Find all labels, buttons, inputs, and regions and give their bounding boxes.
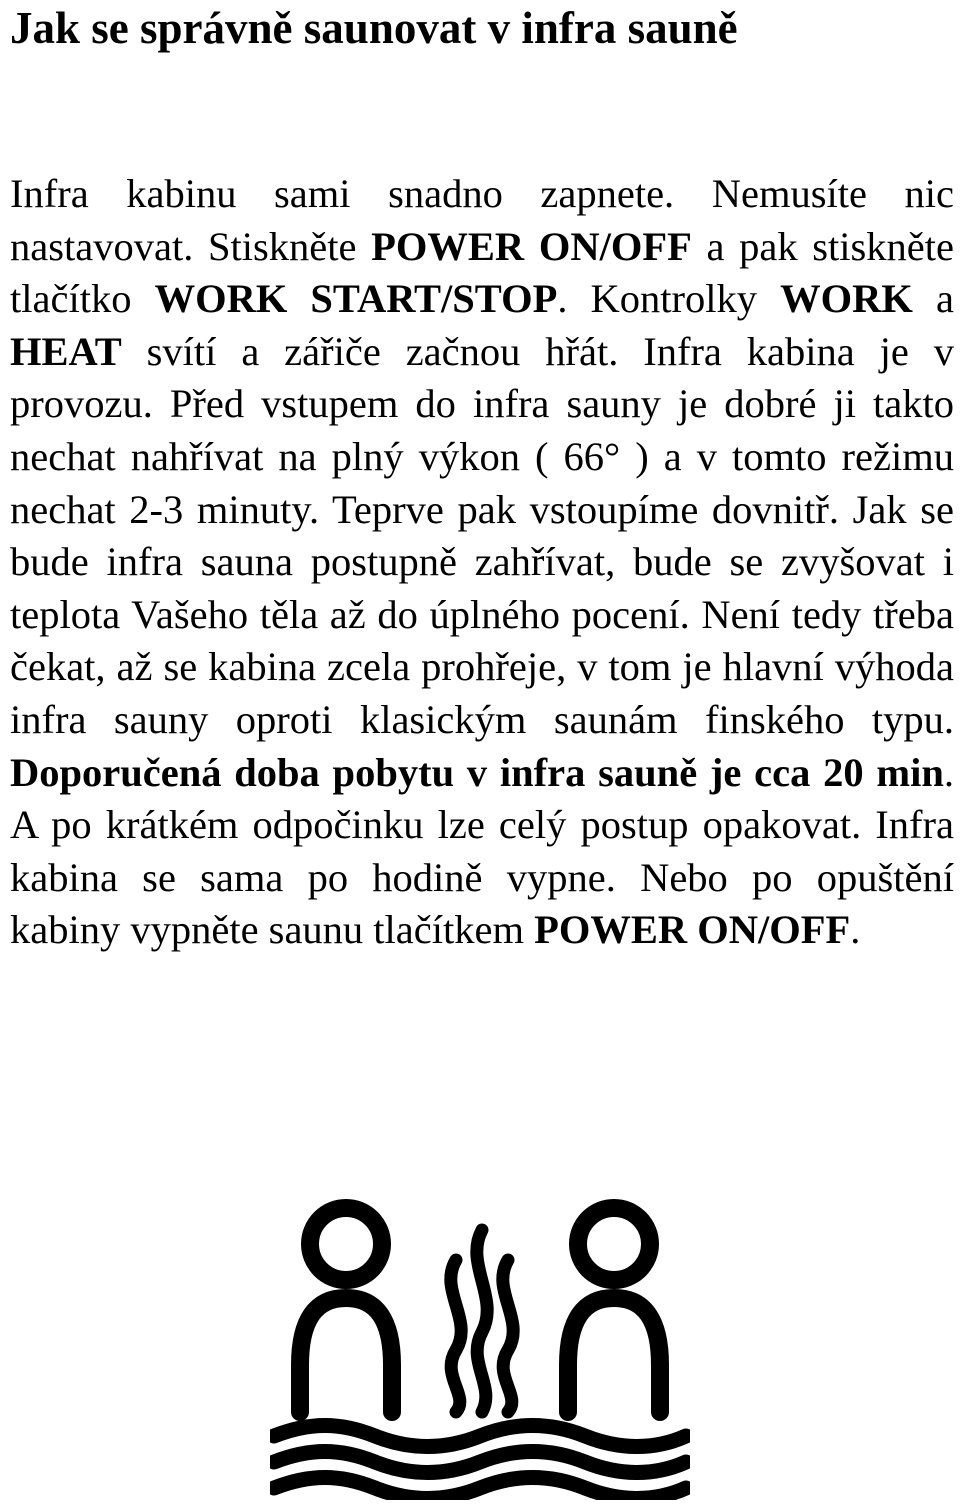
wave-middle [274,1452,686,1473]
left-person-body [300,1298,392,1412]
text-segment-bold: POWER ON/OFF [534,907,851,953]
right-person-head [578,1208,650,1280]
text-segment-bold: HEAT [10,328,122,374]
wave-bottom [274,1478,686,1499]
text-segment-bold: POWER ON/OFF [371,223,692,269]
text-segment: Infra kabinu sami snadno zapnete. Nemusíte nic nastavovat. Stiskněte [10,171,954,269]
text-segment: a pak stiskněte tlačítko [10,223,954,322]
text-segment: svítí a zářiče začnou hřát. Infra kabina je v provozu. Před vstupem do infra sauny je dobré ji takto nechat nahřívat na plný výkon ( 66° ) a v tomto režimu nechat 2-3 minuty. Teprve pak vstoupíme dovnitř. Jak se bude infra sauna postupně zahřívat, bude se zvyšovat i teplota Vašeho těla až do úplného pocení. Není tedy třeba čekat, až se kabina zcela prohřeje, v tom je hlavní výhoda infra sauny oproti klasickým saunám finského typu. [10,328,954,742]
instructions-paragraph [10,168,954,957]
wave-top [274,1426,686,1447]
left-person-head [310,1208,382,1280]
steam-line-middle [477,1230,487,1412]
text-segment-bold: WORK [780,276,913,322]
steam-line-left [451,1260,461,1412]
text-segment: a [912,276,954,322]
page-title: Jak se správně saunovat v infra sauně [10,3,738,53]
right-person-body [568,1298,660,1412]
sauna-icon [270,1190,690,1500]
text-segment-bold: Doporučená doba pobytu v infra sauně je cca 20 min [10,749,944,795]
text-segment: . A po krátkém odpočinku lze celý postup opakovat. Infra kabina se sama po hodině vypne. Nebo po opuštění kabiny vypněte saunu tlačítkem [10,749,954,953]
text-segment: . Kontrolky [557,276,781,322]
text-segment-bold: WORK START/STOP [154,276,558,322]
text-segment: . [850,907,861,953]
steam-line-right [503,1260,513,1412]
